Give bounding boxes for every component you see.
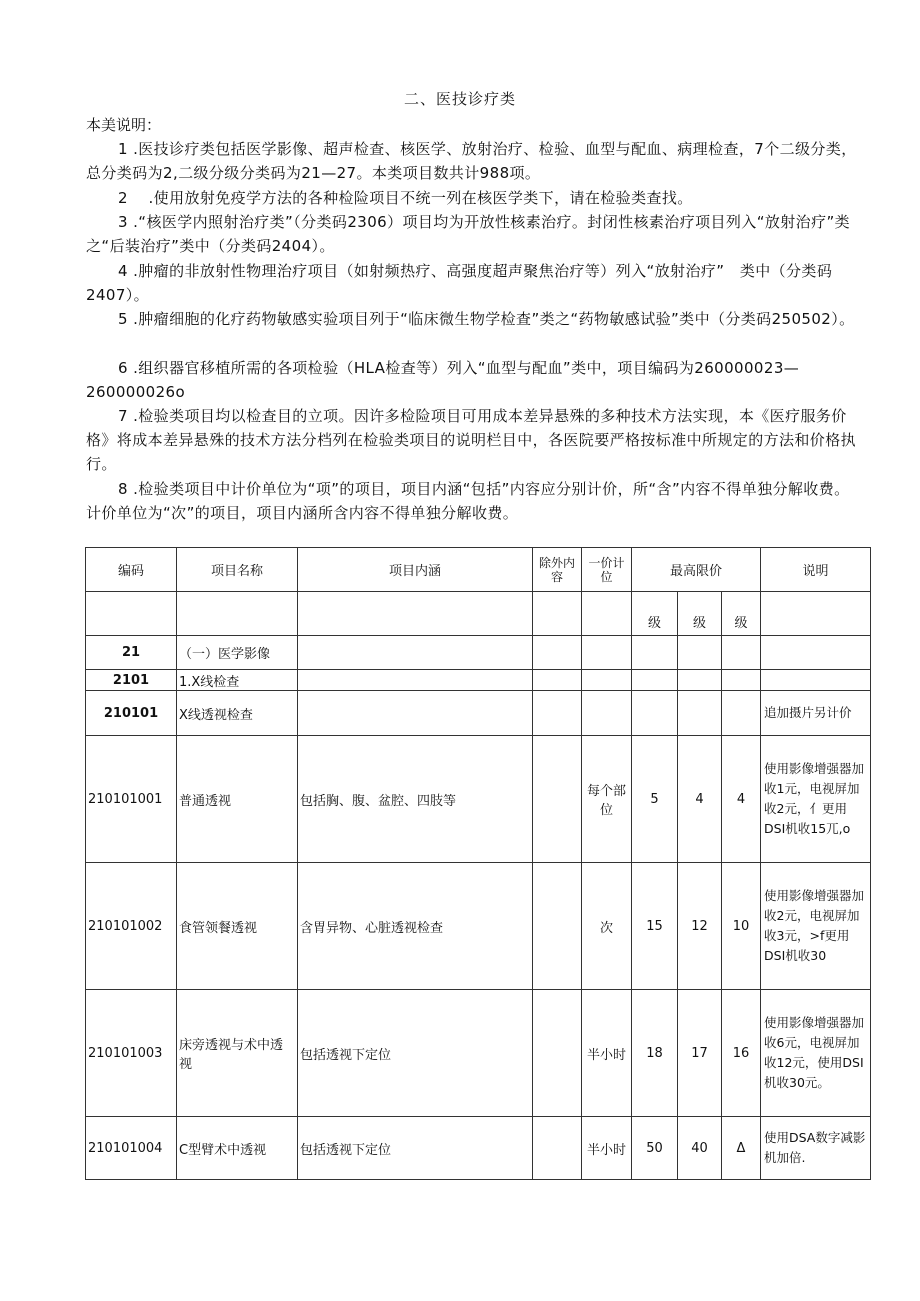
row-price-3 (722, 670, 761, 691)
table-row (86, 636, 871, 670)
row-excluded (533, 736, 582, 863)
level-3: 级 (722, 592, 761, 636)
table-row (86, 670, 871, 691)
row-price-1: 15 (632, 863, 678, 990)
row-name: （一）医学影像 (177, 636, 298, 670)
paragraph-8: 8 .检验类项目中计价单位为“项”的项目，项目内涵“包括”内容应分别计价，所“含”内容不得单独分解收费。计价单位为“次”的项目，项目内涵所含内容不得单独分解收费。 (86, 480, 850, 522)
row-excluded (533, 990, 582, 1117)
table-row (86, 1117, 871, 1180)
table-cell (86, 592, 177, 636)
page-title: 二、医技诊疗类 (403, 90, 516, 108)
row-excluded (533, 670, 582, 691)
table-cell (177, 592, 298, 636)
row-price-2 (678, 670, 722, 691)
table-cell (761, 592, 871, 636)
table-cell (533, 592, 582, 636)
row-unit (582, 670, 632, 691)
row-code: 21 (86, 636, 177, 670)
level-1: 级 (632, 592, 678, 636)
row-content (298, 691, 533, 736)
row-note: 使用影像增强器加收6元，电视屏加收12元，使用DSI机收30元。 (761, 990, 871, 1117)
row-content: 包括胸、腹、盆腔、四肢等 (298, 736, 533, 863)
row-excluded (533, 1117, 582, 1180)
header-code: 编码 (86, 548, 177, 592)
row-unit (582, 636, 632, 670)
row-code: 210101 (86, 691, 177, 736)
row-unit: 次 (582, 863, 632, 990)
table-row (86, 863, 871, 990)
row-price-3 (722, 636, 761, 670)
paragraph-7: 7 .检验类项目均以检查目的立项。因许多检险项目可用成本差异悬殊的多种技术方法实现，本《医疗服务价格》将成本差异悬殊的技术方法分档列在检验类项目的说明栏目中，各医院要严格按标准中所规定的方法和价格执行。 (86, 407, 857, 473)
header-excluded: 除外内容 (533, 548, 582, 592)
row-price-1: 5 (632, 736, 678, 863)
row-note (761, 670, 871, 691)
header-content: 项目内涵 (298, 548, 533, 592)
table-row (86, 691, 871, 736)
row-note: 使用影像增强器加收1元，电视屏加收2元，亻更用DSI机收15兀,o (761, 736, 871, 863)
row-name: C型臂术中透视 (177, 1117, 298, 1180)
row-code: 210101002 (86, 863, 177, 990)
row-unit (582, 691, 632, 736)
row-unit: 每个部位 (582, 736, 632, 863)
row-price-3: 4 (722, 736, 761, 863)
row-content (298, 670, 533, 691)
row-name: X线透视检查 (177, 691, 298, 736)
paragraph-6: 6 .组织器官移植所需的各项检验（HLA检查等）列入“血型与配血”类中，项目编码为260000023—260000026o (86, 359, 800, 401)
row-price-1: 50 (632, 1117, 678, 1180)
row-unit: 半小时 (582, 990, 632, 1117)
row-code: 210101003 (86, 990, 177, 1117)
price-table (85, 547, 871, 1180)
row-code: 210101004 (86, 1117, 177, 1180)
row-price-2: 40 (678, 1117, 722, 1180)
row-code: 2101 (86, 670, 177, 691)
row-name: 1.X线检查 (177, 670, 298, 691)
row-price-2: 17 (678, 990, 722, 1117)
paragraph-2: 2 .使用放射免疫学方法的各种检险项目不统一列在核医学类下，请在检验类查找。 (118, 189, 693, 207)
header-name: 项目名称 (177, 548, 298, 592)
level-2: 级 (678, 592, 722, 636)
row-content: 包括透视下定位 (298, 990, 533, 1117)
row-price-1 (632, 636, 678, 670)
row-unit: 半小时 (582, 1117, 632, 1180)
row-price-2: 4 (678, 736, 722, 863)
row-price-2: 12 (678, 863, 722, 990)
paragraph-3: 3 .“核医学内照射治疗类”（分类码2306）项目均为开放性核素治疗。封闭性核素治疗项目列入“放射治疗”类之“后装治疗”类中（分类码2404）。 (86, 213, 851, 255)
row-excluded (533, 863, 582, 990)
row-note (761, 636, 871, 670)
row-note: 追加摄片另计价 (761, 691, 871, 736)
row-content: 含胃异物、心脏透视检查 (298, 863, 533, 990)
table-row (86, 990, 871, 1117)
row-content (298, 636, 533, 670)
row-price-3: Δ (722, 1117, 761, 1180)
intro-label: 本美说明： (86, 116, 162, 134)
row-excluded (533, 691, 582, 736)
row-name: 床旁透视与术中透视 (177, 990, 298, 1117)
header-max-price: 最高限价 (632, 548, 761, 592)
header-note: 说明 (761, 548, 871, 592)
row-price-1 (632, 670, 678, 691)
paragraph-1: 1 .医技诊疗类包括医学影像、超声检查、核医学、放射治疗、检验、血型与配血、病理检查，7个二级分类，总分类码为2,二级分级分类码为21—27。本类项目数共计988项。 (86, 140, 857, 182)
row-code: 210101001 (86, 736, 177, 863)
table-cell (582, 592, 632, 636)
row-name: 普通透视 (177, 736, 298, 863)
table-row (86, 736, 871, 863)
row-price-2 (678, 691, 722, 736)
row-price-2 (678, 636, 722, 670)
row-name: 食管领餐透视 (177, 863, 298, 990)
row-price-3 (722, 691, 761, 736)
row-price-1 (632, 691, 678, 736)
header-unit: 一价计位 (582, 548, 632, 592)
row-price-3: 10 (722, 863, 761, 990)
row-price-1: 18 (632, 990, 678, 1117)
row-note: 使用影像增强器加收2元，电视屏加收3元，>f更用DSI机收30 (761, 863, 871, 990)
paragraph-5: 5 .肿瘤细胞的化疗药物敏感实验项目列于“临床微生物学检查”类之“药物敏感试验”类中（分类码250502）。 (118, 310, 855, 328)
paragraph-4: 4 .肿瘤的非放射性物理治疗项目（如射频热疗、高强度超声聚焦治疗等）列入“放射治疗” 类中（分类码2407）。 (86, 262, 833, 304)
table-cell (298, 592, 533, 636)
row-price-3: 16 (722, 990, 761, 1117)
row-note: 使用DSA数字减影机加倍. (761, 1117, 871, 1180)
table-row-levels (86, 592, 871, 636)
row-content: 包括透视下定位 (298, 1117, 533, 1180)
row-excluded (533, 636, 582, 670)
